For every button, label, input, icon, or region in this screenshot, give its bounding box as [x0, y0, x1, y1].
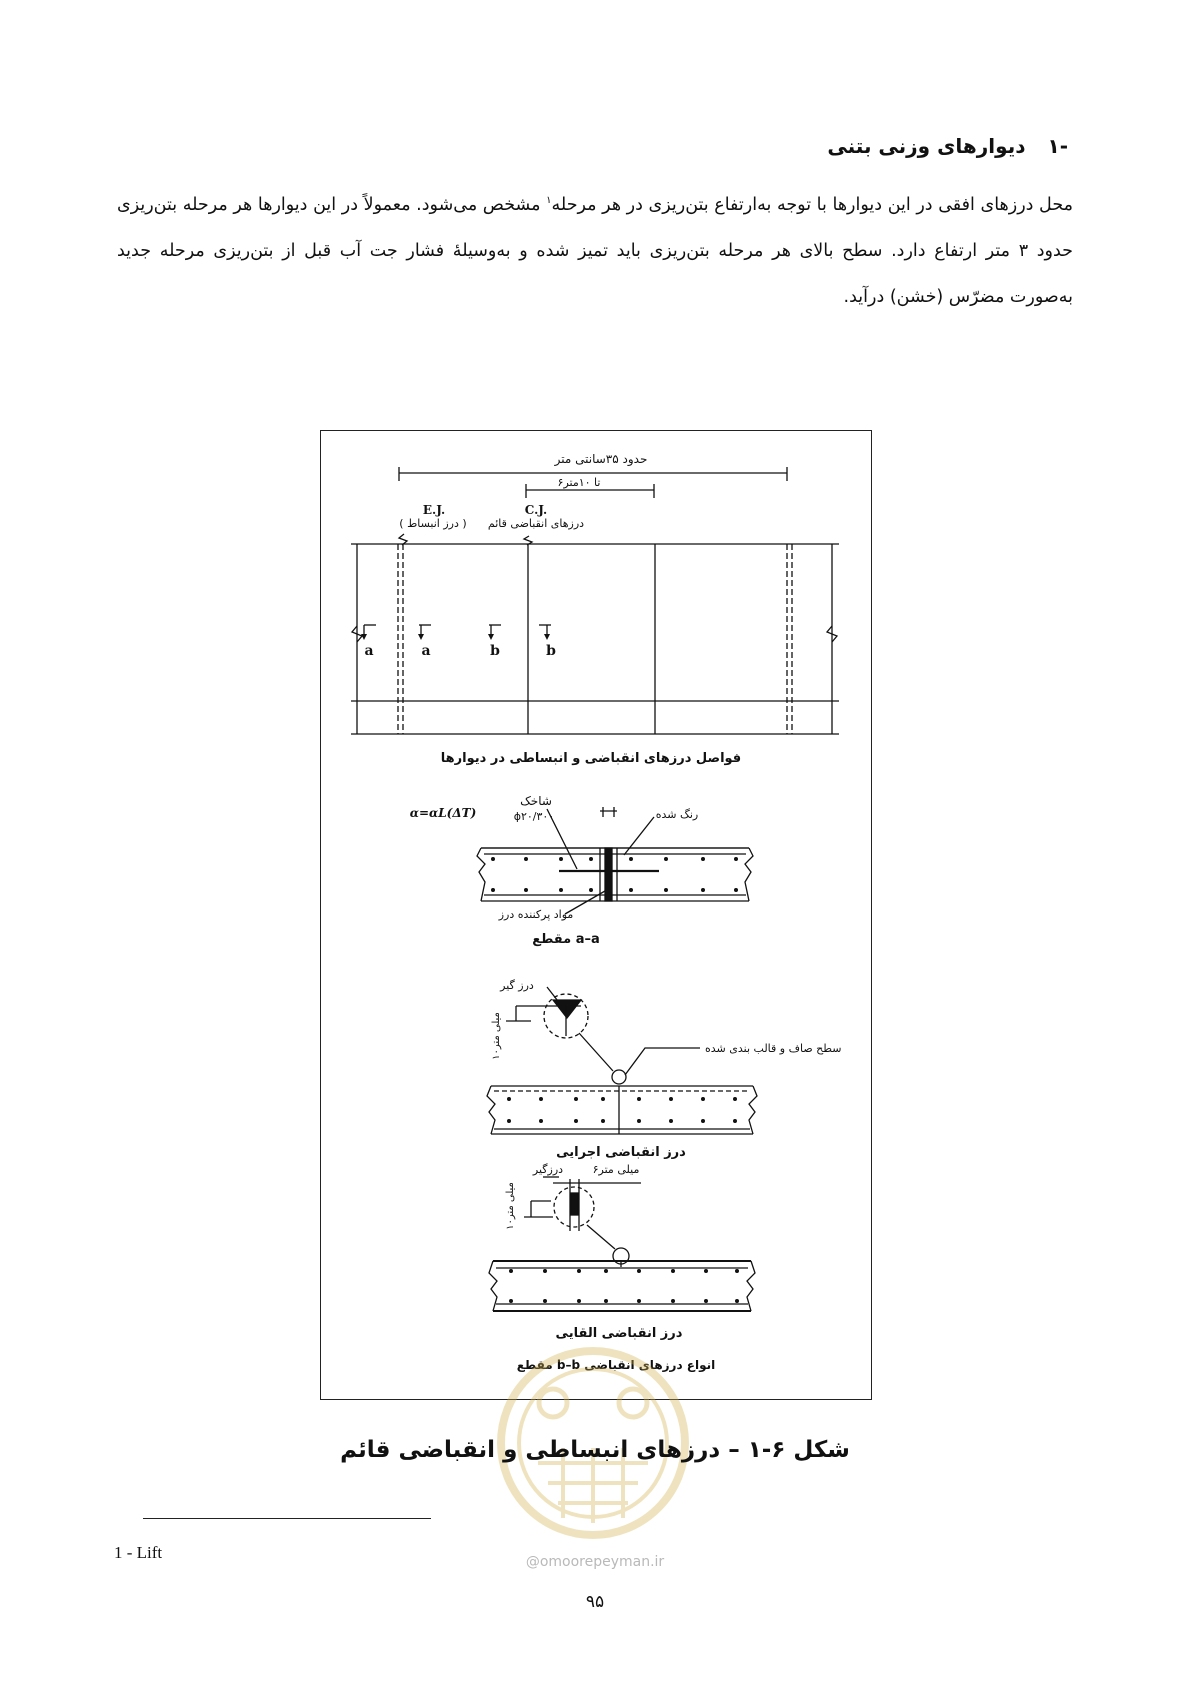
contraction-joint-description: درزهای انقباضی قائم: [487, 517, 585, 530]
rebar-dots-aa: [491, 857, 738, 892]
induced-dimension-label: ۱۰میلی متر: [505, 1182, 516, 1230]
paragraph-text-after-footnote: مشخص می‌شود. معمولاً در این دیوارها هر مرحله بتن‌ریزی حدود ۳ متر ارتفاع دارد. سطح بالای هر مرحله بتن‌ریزی باید تمیز شده و به‌وسیلهٔ فشار جت آب قبل از بتن‌ریزی مرحله جدید به‌صورت مضرّس (خشن) درآید.: [117, 194, 1073, 307]
section-bb-caption: مقطع b–b انواع درزهای انقباضی: [516, 1358, 716, 1372]
slab-break-left: [489, 1261, 497, 1311]
section-aa-title: مقطع a–a: [532, 932, 600, 947]
contraction-joint-label: C.J.: [524, 503, 548, 517]
section-label-b: b: [546, 643, 556, 659]
slab-break-right: [747, 1261, 755, 1311]
footnote-reference[interactable]: ۱: [546, 195, 552, 206]
induced-joint-title: درز انقباضی القایی: [555, 1326, 683, 1341]
slab-break-right: [745, 848, 753, 901]
section-arrow: [544, 634, 550, 640]
section-title: دیوارهای وزنی بتنی: [827, 134, 1026, 158]
section-label-a: a: [364, 643, 374, 659]
section-label-a: a: [421, 643, 431, 659]
joint-sealant: [571, 1193, 578, 1215]
construction-joint-title: درز انقباضی اجرایی: [556, 1145, 686, 1160]
dowel-spec: ϕ۲۰/۳۰۰: [513, 810, 555, 823]
induced-stop-label: درزگیر: [532, 1163, 564, 1176]
section-arrow: [418, 634, 424, 640]
page-number: ۹۵: [585, 1592, 605, 1612]
dimension-label-inner: ۶تا ۱۰متر: [557, 476, 601, 489]
paint-label: رنگ شده: [655, 808, 699, 821]
watermark-url: @omoorepeyman.ir: [525, 1554, 665, 1570]
callout-leader: [587, 1225, 615, 1249]
callout-leader: [579, 1033, 613, 1071]
induced-width-label: ۶میلی متر: [592, 1163, 640, 1176]
surface-label: سطح صاف و قالب بندی شده: [705, 1042, 842, 1055]
figure-caption: شکل ۶-۱ – درزهای انبساطی و انقباضی قائم: [340, 1437, 850, 1463]
section-heading: [827, 134, 1068, 158]
construction-stop-label: درز گیر: [500, 979, 534, 992]
joint-filler: [605, 848, 612, 901]
footnote: 1 - Lift: [114, 1543, 163, 1562]
induced-joint-drawing: [489, 1177, 755, 1311]
figure-drawing: [321, 431, 873, 1401]
rebar-dots-induced: [509, 1269, 739, 1303]
construction-joint-drawing: [487, 987, 757, 1134]
leader-surface: [625, 1048, 700, 1075]
slab-break-left: [487, 1086, 495, 1134]
slab-break-left: [477, 848, 485, 901]
section-aa-drawing: [477, 807, 753, 914]
dimension-label-outer: حدود ۳۵سانتی متر: [554, 452, 648, 466]
leader-squiggle: [399, 534, 407, 545]
figure-frame: [320, 430, 872, 1400]
footnote-separator: [143, 1518, 431, 1519]
construction-dimension-label: ۱۰میلی متر: [491, 1012, 502, 1060]
section-label-b: b: [490, 643, 500, 659]
joint-sealant: [553, 1000, 581, 1018]
expansion-joint-description: ( درز انبساط ): [399, 517, 467, 530]
slab-break-right: [749, 1086, 757, 1134]
rebar-dots-construction: [507, 1097, 737, 1123]
expansion-formula: α=αL(ΔT): [409, 806, 477, 820]
section-number: -۱: [1047, 134, 1068, 158]
paragraph-text-before-footnote: محل درزهای افقی در این دیوارها با توجه به‌ارتفاع بتن‌ریزی در هر مرحله: [551, 194, 1073, 215]
dowel-label: شاخک: [520, 794, 552, 808]
expansion-joint-label: E.J.: [422, 503, 446, 517]
filler-label: مواد پرکننده درز: [498, 908, 574, 921]
elevation-title: فواصل درزهای انقباضی و انبساطی در دیوارها: [440, 751, 742, 766]
leader-paint: [624, 817, 654, 855]
body-paragraph: [117, 178, 1073, 320]
joint-callout-point: [612, 1070, 626, 1084]
section-arrow: [488, 634, 494, 640]
